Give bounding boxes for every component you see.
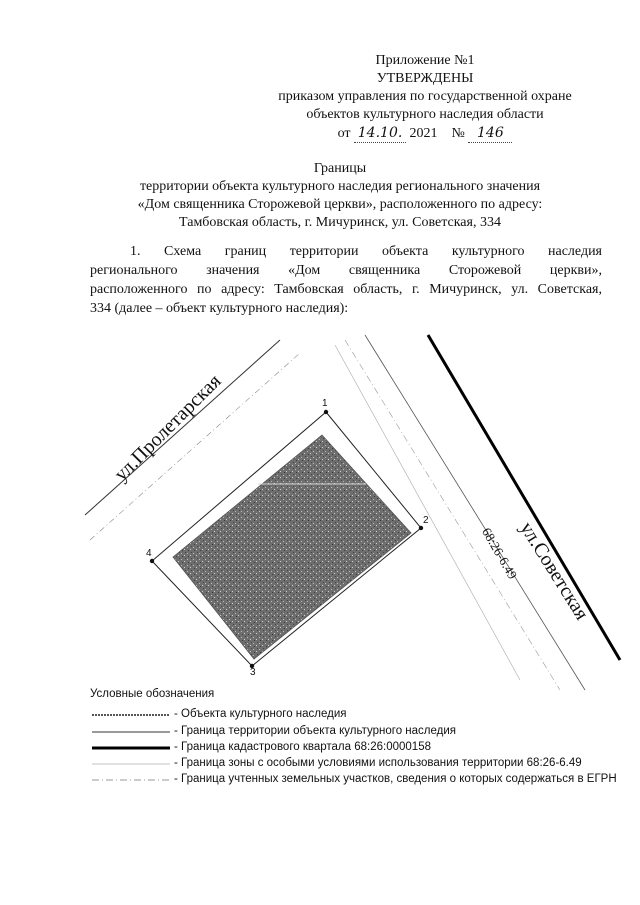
boundary-point-4 (150, 559, 154, 563)
legend-swatch-thin (90, 725, 172, 739)
paragraph-line-1: 1. Схема границ территории объекта культурного наследия (130, 244, 602, 259)
legend-item-object: - Объекта культурного наследия (90, 708, 630, 724)
point-label-3: 3 (250, 667, 256, 678)
heritage-object-footprint (173, 435, 411, 659)
legend-title: Условные обозначения (90, 688, 215, 700)
legend-swatch-hatched (90, 708, 172, 722)
handwritten-number: 146 (468, 124, 512, 143)
paragraph-line-4: 334 (далее – объект культурного наследия): (90, 301, 349, 316)
order-year: 2021 (409, 126, 438, 141)
sovetskaya-edge-west (365, 335, 585, 690)
order-line-1: приказом управления по государственной охране (278, 89, 572, 104)
street-sovetskaya-label: ул.Советская (515, 518, 593, 624)
legend-item-zone: - Граница зоны с особыми условиями использования территории 68:26-6.49 (90, 757, 630, 773)
point-label-1: 1 (322, 398, 328, 409)
title-line-4: Тамбовская область, г. Мичуринск, ул. Советская, 334 (179, 215, 501, 230)
title-line-3: «Дом священника Сторожевой церкви», расположенного по адресу: (137, 197, 543, 212)
paragraph-line-3: расположенного по адресу: Тамбовская область, г. Мичуринск, ул. Советская, (90, 282, 602, 297)
legend-item-cadastral: - Граница кадастрового квартала 68:26:0000158 (90, 741, 630, 757)
legend-item-territory: - Граница территории объекта культурного наследия (90, 725, 630, 741)
number-sign: № (451, 126, 465, 141)
legend-item-parcels: - Граница учтенных земельных участков, сведения о которых содержаться в ЕГРН (90, 773, 630, 789)
appendix-label: Приложение №1 (375, 53, 475, 68)
order-line-2: объектов культурного наследия области (306, 107, 544, 122)
title-line-1: Границы (313, 161, 367, 176)
handwritten-date: 14.10. (354, 124, 406, 143)
zone-label: 68:26-6.49 (479, 525, 521, 582)
legend-swatch-hairline (90, 757, 172, 771)
point-label-2: 2 (423, 515, 429, 526)
boundary-point-2 (419, 526, 423, 530)
date-prefix: от (337, 126, 351, 141)
approved-label: УТВЕРЖДЕНЫ (376, 71, 474, 86)
boundary-point-1 (324, 410, 328, 414)
legend-swatch-thick (90, 741, 172, 755)
point-label-4: 4 (146, 548, 152, 559)
legend-swatch-dashdot (90, 773, 172, 787)
paragraph-line-2: регионального значения «Дом священника Сторожевой церкви», (90, 263, 602, 278)
street-proletarskaya-label: ул.Пролетарская (110, 370, 226, 486)
title-line-2: территории объекта культурного наследия регионального значения (139, 179, 541, 194)
